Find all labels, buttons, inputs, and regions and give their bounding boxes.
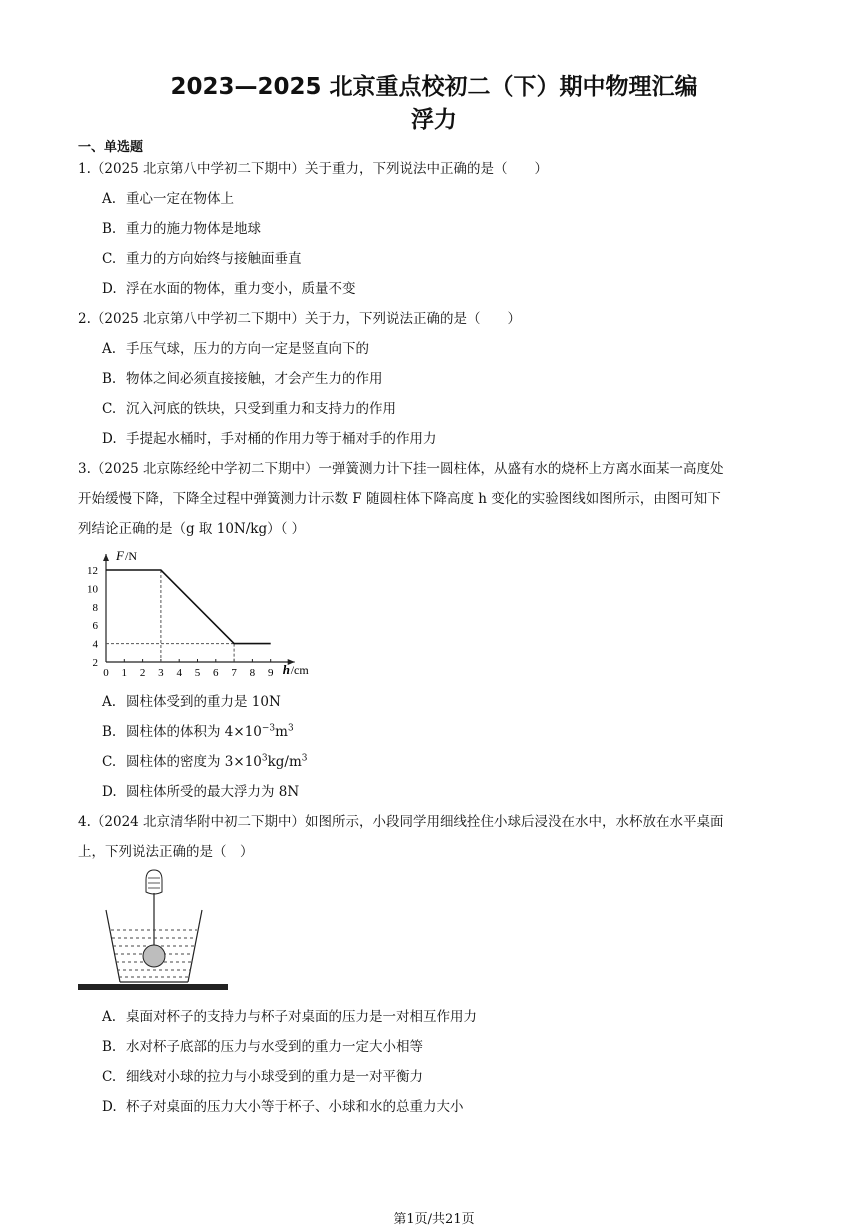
question-3-option-b: B. 圆柱体的体积为 $4\times 10^{-3}m^3$ xyxy=(102,723,294,740)
force-height-graph xyxy=(76,540,336,685)
y-tick-label: 12 xyxy=(87,565,98,577)
question-4-stem-line-1: 4.（2024 北京清华附中初二下期中）如图所示，小段同学用细线拴住小球后浸没在水中，水杯放在水平桌面 xyxy=(78,814,724,830)
question-1-stem xyxy=(78,157,548,177)
question-2-stem xyxy=(78,307,521,327)
question-3-option-a: A. 圆柱体受到的重力是 10N xyxy=(102,694,281,710)
y-tick-label: 6 xyxy=(92,620,98,633)
page-footer: 第1页/共21页 xyxy=(393,1212,475,1227)
question-2-option-c: C. 沉入河底的铁块，只受到重力和支持力的作用 xyxy=(102,401,396,417)
x-axis-label: h xyxy=(282,662,290,677)
x-tick-label: 9 xyxy=(267,667,274,679)
x-tick-label: 6 xyxy=(213,667,219,679)
question-4-option-b: B. 水对杯子底部的压力与水受到的重力一定大小相等 xyxy=(102,1039,423,1055)
x-tick-label: 3 xyxy=(158,667,164,679)
question-number: 4. xyxy=(78,814,91,830)
y-tick-label: 10 xyxy=(87,583,98,596)
hand-icon xyxy=(146,870,162,894)
y-tick-label: 4 xyxy=(92,638,98,651)
y-axis-arrow xyxy=(103,554,109,561)
x-tick-label: 0 xyxy=(103,667,109,679)
question-4-option-a: A. 桌面对杯子的支持力与杯子对桌面的压力是一对相互作用力 xyxy=(102,1009,477,1025)
cup-ball-illustration xyxy=(76,866,236,996)
page-title: 2023—2025 北京重点校初二（下）期中物理汇编 xyxy=(170,74,698,100)
question-3-stem-line-2: 开始缓慢下降，下降全过程中弹簧测力计示数 F 随圆柱体下降高度 h 变化的实验图线如图所示，由图可知下 xyxy=(78,491,721,507)
question-4-stem-line-2: 上，下列说法正确的是（ ） xyxy=(78,844,254,860)
question-number: 3. xyxy=(78,461,91,477)
question-1-option-d: D. 浮在水面的物体，重力变小，质量不变 xyxy=(102,281,356,297)
section-heading: 一、单选题 xyxy=(78,140,144,155)
ball xyxy=(143,945,165,967)
y-axis-unit: /N xyxy=(125,549,137,563)
question-3-option-c: C. 圆柱体的密度为 $3\times 10^3kg/m^3$ xyxy=(102,753,308,770)
question-1-option-b: B. 重力的施力物体是地球 xyxy=(102,221,261,237)
question-2-option-b: B. 物体之间必须直接接触，才会产生力的作用 xyxy=(102,371,383,387)
x-tick-label: 8 xyxy=(249,667,256,679)
question-number: 2. xyxy=(78,311,91,327)
question-1-option-c: C. 重力的方向始终与接触面垂直 xyxy=(102,251,302,267)
question-text: （2025 北京第八中学初二下期中）关于重力，下列说法中正确的是（ ） xyxy=(90,161,549,177)
question-4-option-d: D. 杯子对桌面的压力大小等于杯子、小球和水的总重力大小 xyxy=(102,1099,464,1115)
x-tick-label: 4 xyxy=(176,667,182,679)
table xyxy=(78,984,228,990)
question-3-stem-line-1: 3.（2025 北京陈经纶中学初二下期中）一弹簧测力计下挂一圆柱体，从盛有水的烧杯上方离水面某一高度处 xyxy=(78,461,724,477)
question-4-option-c: C. 细线对小球的拉力与小球受到的重力是一对平衡力 xyxy=(102,1069,423,1085)
x-tick-label: 5 xyxy=(194,667,201,679)
question-3-option-d: D. 圆柱体所受的最大浮力为 8N xyxy=(102,784,300,800)
question-2-option-a: A. 手压气球，压力的方向一定是竖直向下的 xyxy=(102,341,369,357)
question-number: 1. xyxy=(78,161,91,177)
question-2-option-d: D. 手提起水桶时，手对桶的作用力等于桶对手的作用力 xyxy=(102,431,437,447)
x-tick-label: 7 xyxy=(231,667,237,679)
question-3-stem-line-3: 列结论正确的是（g 取 10N/kg）（ ） xyxy=(78,521,306,537)
question-text: （2025 北京第八中学初二下期中）关于力，下列说法正确的是（ ） xyxy=(90,311,522,327)
question-1-option-a: A. 重心一定在物体上 xyxy=(102,191,234,207)
series-line xyxy=(106,570,271,644)
y-tick-label: 8 xyxy=(92,601,98,614)
x-tick-label: 1 xyxy=(121,667,128,679)
page-subtitle: 浮力 xyxy=(411,107,457,133)
y-axis-label: F xyxy=(116,548,124,563)
y-tick-label: 2 xyxy=(92,657,98,669)
x-axis-unit: /cm xyxy=(290,663,309,677)
x-tick-label: 2 xyxy=(139,667,146,679)
